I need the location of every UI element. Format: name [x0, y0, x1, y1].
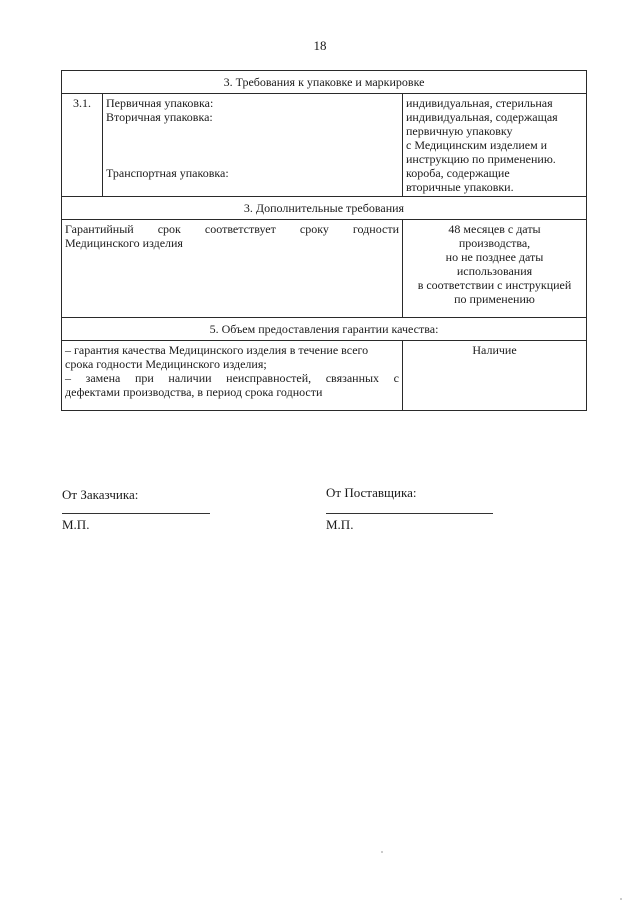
warranty-scope-line: – замена при наличии неисправностей, связанных с	[65, 371, 399, 385]
warranty-term-line: Медицинского изделия	[65, 236, 183, 250]
secondary-packaging-value-line: индивидуальная, содержащая	[406, 110, 558, 124]
additional-section-title: 3. Дополнительные требования	[62, 197, 587, 220]
warranty-row	[62, 341, 587, 411]
warranty-term-line: Гарантийный срок соответствует сроку годности	[65, 222, 399, 236]
page-number: 18	[313, 38, 327, 53]
warranty-section-title: 5. Объем предоставления гарантии качества:	[62, 318, 587, 341]
secondary-packaging-value-line: первичную упаковку	[406, 124, 513, 138]
additional-header-row	[62, 197, 587, 220]
customer-stamp-label: М.П.	[62, 517, 90, 532]
customer-label: От Заказчика:	[62, 487, 139, 502]
warranty-scope-line: срока годности Медицинского изделия;	[65, 357, 267, 371]
additional-row	[62, 220, 587, 318]
packaging-values	[403, 94, 587, 197]
scan-speck	[381, 851, 383, 853]
warranty-scope-line: дефектами производства, в период срока годности	[65, 385, 323, 399]
scan-speck	[620, 898, 622, 900]
warranty-header-row	[62, 318, 587, 341]
primary-packaging-label: Первичная упаковка:	[106, 96, 214, 110]
warranty-term-value-line: использования	[456, 264, 533, 278]
warranty-scope-text	[62, 341, 403, 411]
requirements-table	[61, 70, 587, 411]
transport-packaging-value-line: вторичные упаковки.	[406, 180, 514, 194]
warranty-term-value	[403, 220, 587, 318]
transport-packaging-label: Транспортная упаковка:	[106, 166, 229, 180]
packaging-labels	[103, 94, 403, 197]
warranty-term-value-line: производства,	[458, 236, 531, 250]
warranty-term-value-line: по применению	[454, 292, 535, 306]
primary-packaging-value: индивидуальная, стерильная	[406, 96, 553, 110]
secondary-packaging-value-line: инструкцию по применению.	[406, 152, 556, 166]
packaging-header-row	[62, 71, 587, 94]
transport-packaging-value-line: короба, содержащие	[406, 166, 510, 180]
supplier-signature-line	[326, 513, 493, 514]
packaging-row	[62, 94, 587, 197]
warranty-scope-value: Наличие	[403, 341, 587, 411]
supplier-stamp-label: М.П.	[326, 517, 354, 532]
warranty-term-value-line: 48 месяцев с даты	[448, 222, 541, 236]
row-number: 3.1.	[62, 94, 103, 197]
warranty-term-value-line: но не позднее даты	[445, 250, 544, 264]
supplier-label: От Поставщика:	[326, 485, 417, 500]
warranty-scope-line: – гарантия качества Медицинского изделия в течение всего	[65, 343, 369, 357]
customer-signature-line	[62, 513, 210, 514]
warranty-term-text	[62, 220, 403, 318]
packaging-section-title: 3. Требования к упаковке и маркировке	[62, 71, 587, 94]
warranty-term-value-line: в соответствии с инструкцией	[417, 278, 572, 292]
secondary-packaging-value-line: с Медицинским изделием и	[406, 138, 548, 152]
secondary-packaging-label: Вторичная упаковка:	[106, 110, 213, 124]
